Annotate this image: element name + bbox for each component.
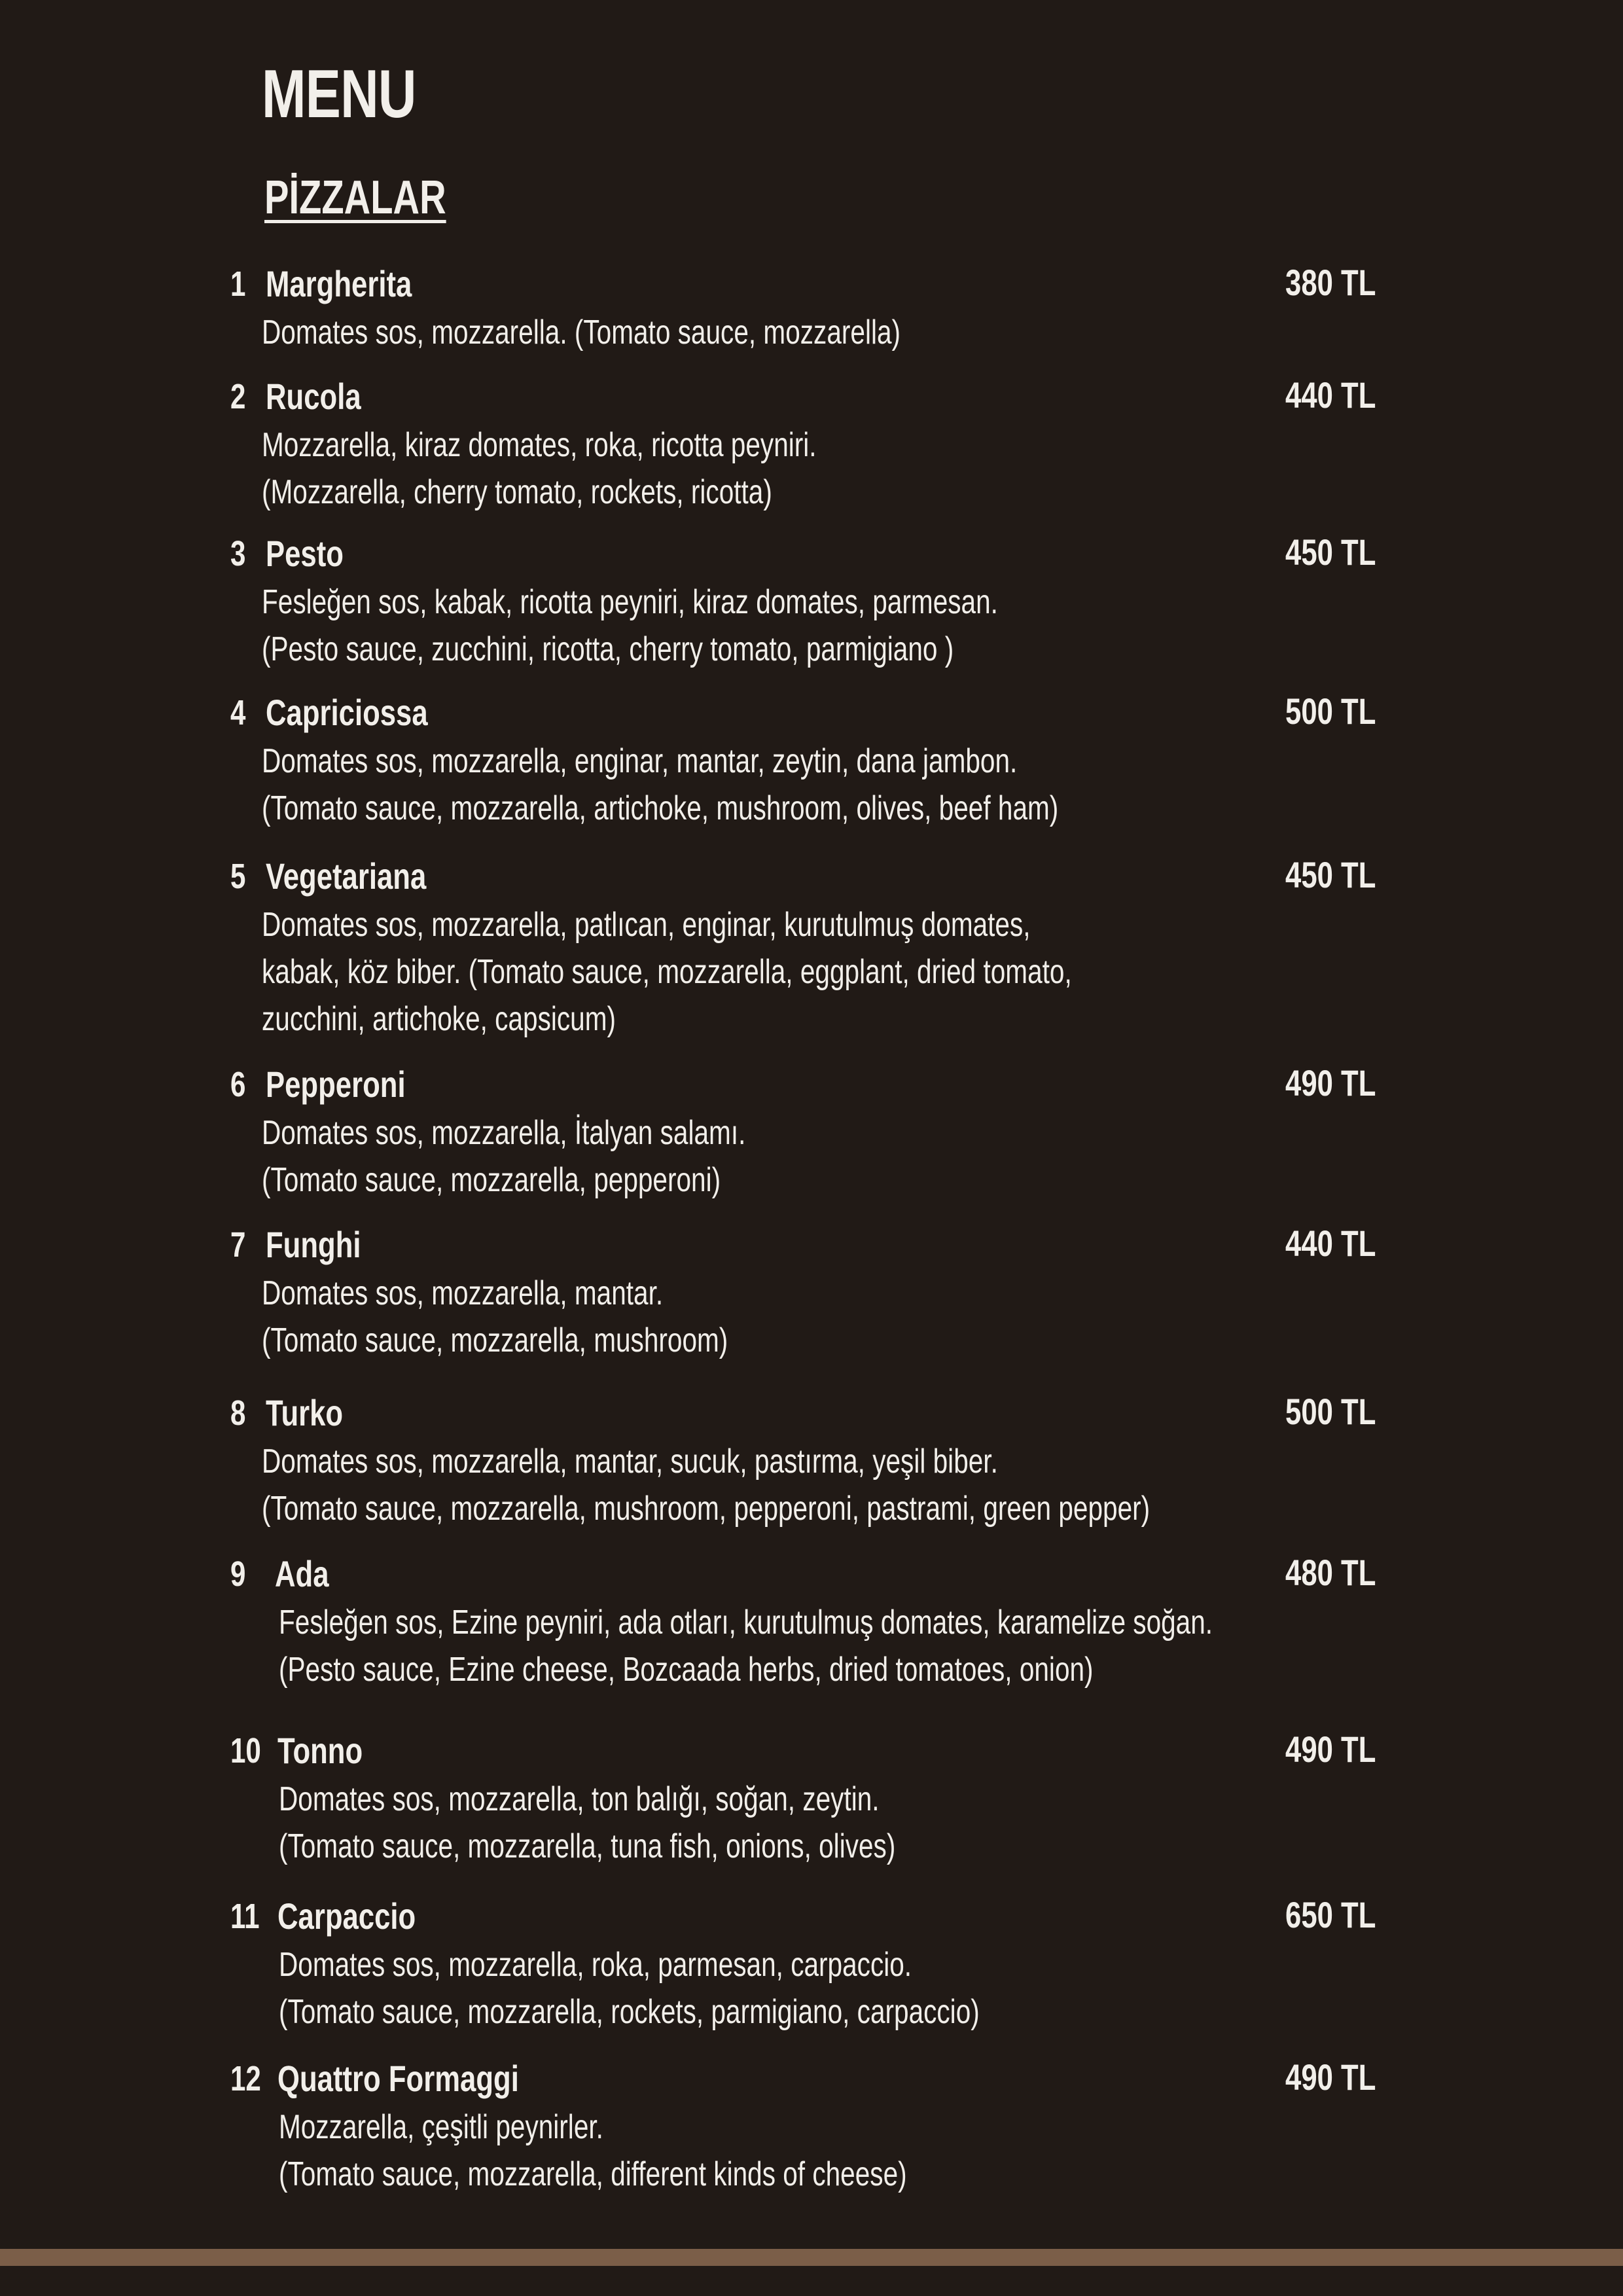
item-description: Domates sos, mozzarella. (Tomato sauce, mozzarella) (262, 314, 901, 351)
item-price: 450 TL (1285, 531, 1376, 573)
menu-item-pesto (230, 531, 1376, 673)
item-name: Turko (266, 1392, 344, 1433)
item-name: Tonno (277, 1730, 363, 1771)
menu-item-rucola (230, 374, 1376, 516)
item-description: Domates sos, mozzarella, mantar. (Tomato sauce, mozzarella, mushroom) (262, 1274, 728, 1359)
item-description: Domates sos, mozzarella, ton balığı, soğan, zeytin. (Tomato sauce, mozzarella, tuna fish, onions, olives) (279, 1780, 896, 1865)
item-description: Fesleğen sos, kabak, ricotta peyniri, kiraz domates, parmesan. (Pesto sauce, zucchini, ricotta, cherry tomato, parmigiano ) (262, 583, 998, 668)
menu-item-margherita (230, 262, 1376, 356)
item-description: Domates sos, mozzarella, patlıcan, enginar, kurutulmuş domates, kabak, köz biber. (Tomato sauce, mozzarella, eggplant, dried tomato, zucchini, artichoke, capsicum) (262, 906, 1072, 1038)
item-description: Mozzarella, kiraz domates, roka, ricotta peyniri. (Mozzarella, cherry tomato, rockets, ricotta) (262, 426, 817, 511)
item-name: Ada (275, 1553, 329, 1594)
item-price: 380 TL (1285, 262, 1376, 303)
item-price: 490 TL (1285, 2056, 1376, 2098)
item-number: 9 (230, 1554, 246, 1594)
item-description: Domates sos, mozzarella, roka, parmesan, carpaccio. (Tomato sauce, mozzarella, rockets, parmigiano, carpaccio) (279, 1946, 980, 2031)
item-number: 1 (230, 264, 246, 304)
item-price: 450 TL (1285, 854, 1376, 895)
item-description: Domates sos, mozzarella, mantar, sucuk, pastırma, yeşil biber. (Tomato sauce, mozzarella, mushroom, pepperoni, pastrami, green pepper) (262, 1443, 1150, 1528)
item-name: Rucola (266, 376, 361, 417)
item-price: 500 TL (1285, 691, 1376, 732)
menu-item-ada (230, 1552, 1376, 1693)
item-name: Vegetariana (266, 855, 427, 897)
item-name: Capriciossa (266, 692, 428, 733)
item-number: 5 (230, 857, 246, 896)
item-name: Carpaccio (277, 1895, 416, 1937)
item-name: Margherita (266, 263, 412, 304)
item-number: 12 (230, 2059, 261, 2098)
item-number: 11 (230, 1897, 260, 1936)
item-name: Pesto (266, 533, 344, 574)
bottom-divider-bar (0, 2249, 1623, 2266)
item-description: Domates sos, mozzarella, İtalyan salamı. (Tomato sauce, mozzarella, pepperoni) (262, 1114, 746, 1199)
item-number: 2 (230, 377, 246, 416)
item-description: Domates sos, mozzarella, enginar, mantar, zeytin, dana jambon. (Tomato sauce, mozzarella, artichoke, mushroom, olives, beef ham) (262, 742, 1059, 827)
item-price: 500 TL (1285, 1391, 1376, 1432)
item-description: Mozzarella, çeşitli peynirler. (Tomato sauce, mozzarella, different kinds of cheese) (279, 2108, 907, 2193)
menu-item-funghi (230, 1223, 1376, 1364)
item-number: 4 (230, 693, 246, 732)
item-price: 490 TL (1285, 1729, 1376, 1770)
item-number: 10 (230, 1731, 261, 1770)
item-price: 440 TL (1285, 1223, 1376, 1264)
item-price: 490 TL (1285, 1062, 1376, 1103)
page-title: MENU (262, 56, 416, 132)
menu-item-pepperoni (230, 1062, 1376, 1204)
item-price: 440 TL (1285, 374, 1376, 416)
section-title-pizzalar: PİZZALAR (264, 171, 446, 224)
menu-item-quattro-formaggi (230, 2056, 1376, 2198)
menu-item-turko (230, 1391, 1376, 1532)
item-price: 650 TL (1285, 1894, 1376, 1935)
menu-item-carpaccio (230, 1894, 1376, 2036)
item-price: 480 TL (1285, 1552, 1376, 1593)
menu-item-capriciossa (230, 691, 1376, 832)
item-number: 7 (230, 1225, 246, 1265)
item-number: 3 (230, 534, 246, 573)
item-number: 8 (230, 1393, 246, 1433)
item-description: Fesleğen sos, Ezine peyniri, ada otları, kurutulmuş domates, karamelize soğan. (Pesto sauce, Ezine cheese, Bozcaada herbs, dried tomatoes, onion) (279, 1604, 1213, 1689)
menu-item-vegetariana (230, 854, 1376, 1043)
item-name: Quattro Formaggi (277, 2058, 519, 2099)
item-number: 6 (230, 1065, 246, 1104)
item-name: Funghi (266, 1224, 361, 1265)
item-name: Pepperoni (266, 1064, 406, 1105)
menu-item-tonno (230, 1729, 1376, 1870)
